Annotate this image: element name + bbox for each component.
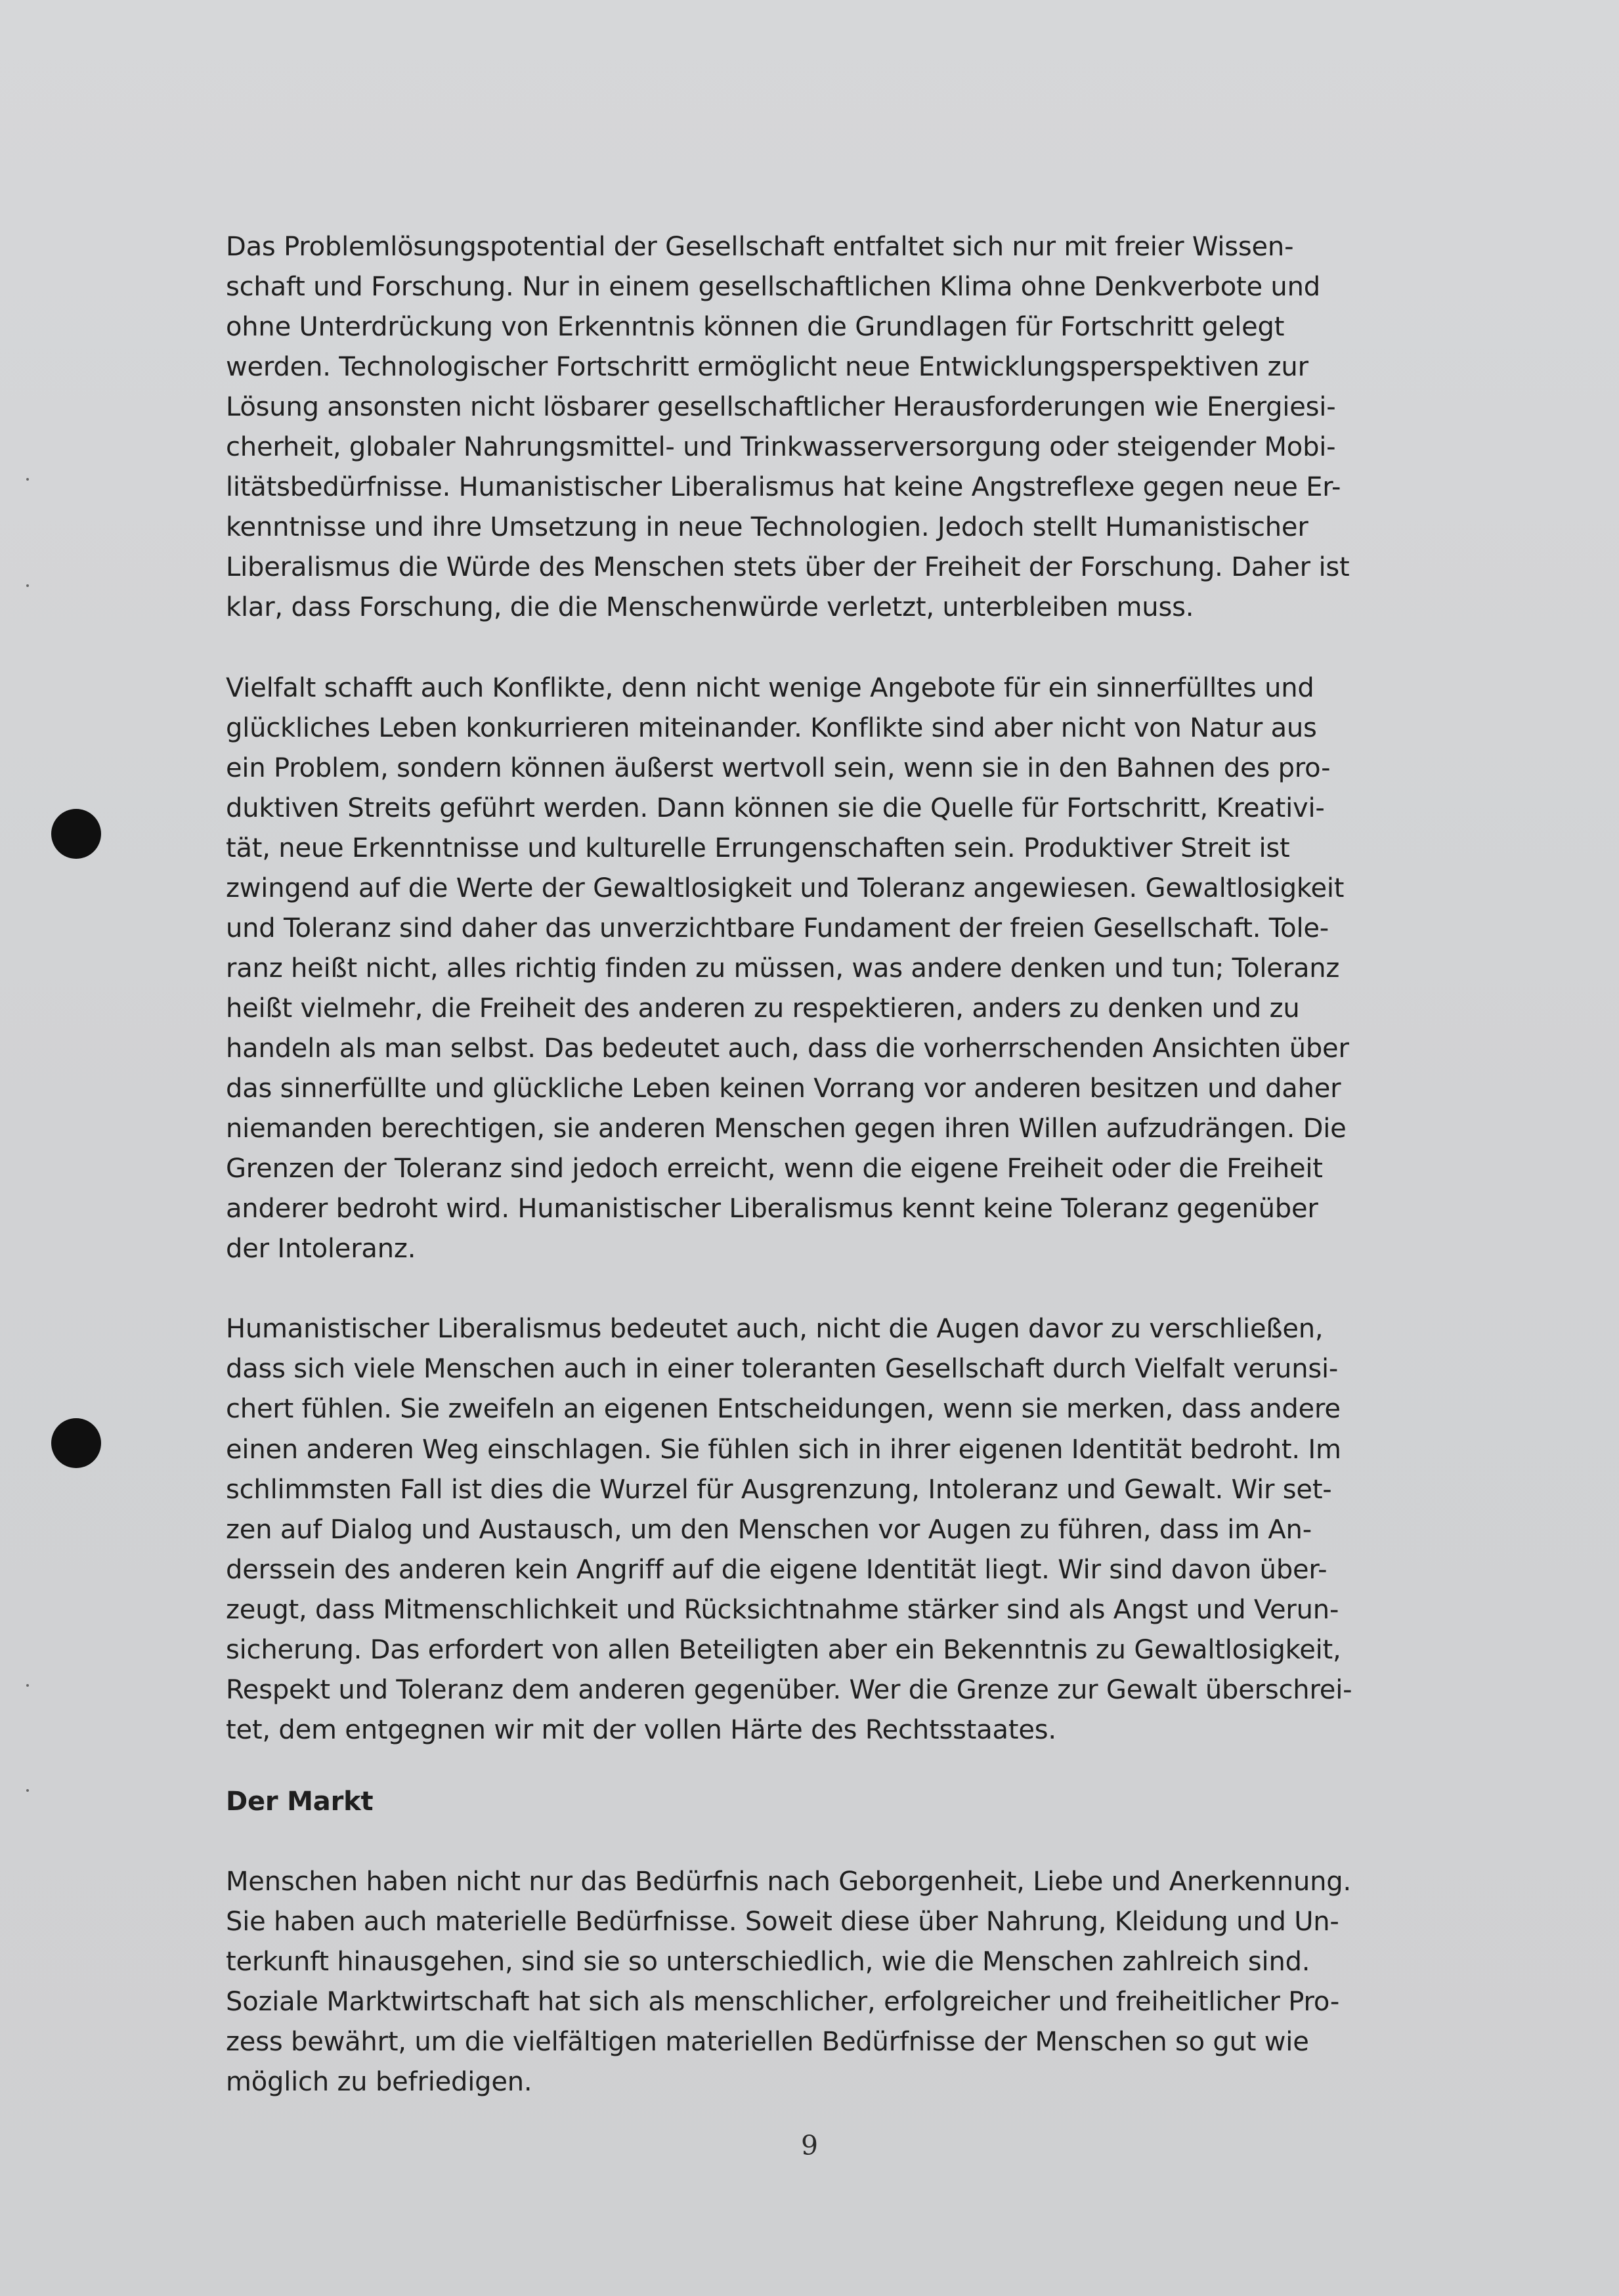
line-text: zen auf Dialog und Austausch, um den Menschen vor Augen zu führen, dass im An-: [226, 1515, 1312, 1545]
paper-speck: [26, 1684, 29, 1687]
line-text: Liberalismus die Würde des Menschen stets über der Freiheit der Forschung. Daher ist: [226, 552, 1350, 582]
line-text: kenntnisse und ihre Umsetzung in neue Technologien. Jedoch stellt Humanistischer: [226, 512, 1308, 542]
line-text: einen anderen Weg einschlagen. Sie fühlen sich in ihrer eigenen Identität bedroht. Im: [226, 1435, 1341, 1465]
line-text: klar, dass Forschung, die die Menschenwürde verletzt, unterbleiben muss.: [226, 592, 1194, 622]
line-text: Lösung ansonsten nicht lösbarer gesellschaftlicher Herausforderungen wie Energiesi-: [226, 392, 1336, 422]
line-text: heißt vielmehr, die Freiheit des anderen zu respektieren, anders zu denken und zu: [226, 993, 1300, 1024]
line-text: zwingend auf die Werte der Gewaltlosigkeit und Toleranz angewiesen. Gewaltlosigkeit: [226, 873, 1345, 903]
line-text: schlimmsten Fall ist dies die Wurzel für Ausgrenzung, Intoleranz und Gewalt. Wir set-: [226, 1475, 1332, 1505]
line-text: Grenzen der Toleranz sind jedoch erreicht, wenn die eigene Freiheit oder die Freiheit: [226, 1154, 1323, 1184]
paper-speck: [26, 1789, 29, 1792]
line-text: Humanistischer Liberalismus bedeutet auch, nicht die Augen davor zu verschließen,: [226, 1314, 1324, 1344]
line-text: Vielfalt schafft auch Konflikte, denn nicht wenige Angebote für ein sinnerfülltes und: [226, 673, 1314, 703]
line-text: handeln als man selbst. Das bedeutet auch, dass die vorherrschenden Ansichten über: [226, 1033, 1349, 1064]
line-text: schaft und Forschung. Nur in einem gesellschaftlichen Klima ohne Denkverbote und: [226, 272, 1320, 302]
punch-hole: [51, 1418, 101, 1468]
line-text: möglich zu befriedigen.: [226, 2067, 532, 2097]
line-text: werden. Technologischer Fortschritt ermöglicht neue Entwicklungsperspektiven zur: [226, 352, 1308, 382]
line-text: ohne Unterdrückung von Erkenntnis können die Grundlagen für Fortschritt gelegt: [226, 312, 1285, 342]
line-text: Menschen haben nicht nur das Bedürfnis nach Geborgenheit, Liebe und Anerkennung.: [226, 1867, 1351, 1897]
line-text: cherheit, globaler Nahrungsmittel- und Trinkwasserversorgung oder steigender Mobi-: [226, 432, 1336, 462]
line-text: litätsbedürfnisse. Humanistischer Liberalismus hat keine Angstreflexe gegen neue Er-: [226, 472, 1341, 502]
line-text: dass sich viele Menschen auch in einer toleranten Gesellschaft durch Vielfalt verunsi-: [226, 1354, 1339, 1384]
line-text: das sinnerfüllte und glückliche Leben keinen Vorrang vor anderen besitzen und daher: [226, 1073, 1341, 1104]
paper-speck: [26, 584, 29, 587]
line-text: und Toleranz sind daher das unverzichtbare Fundament der freien Gesellschaft. Tole-: [226, 913, 1329, 943]
paper-speck: [26, 478, 29, 481]
line-text: niemanden berechtigen, sie anderen Menschen gegen ihren Willen aufzudrängen. Die: [226, 1114, 1347, 1144]
line-text: tät, neue Erkenntnisse und kulturelle Errungenschaften sein. Produktiver Streit ist: [226, 833, 1290, 863]
line-text: anderer bedroht wird. Humanistischer Liberalismus kennt keine Toleranz gegenüber: [226, 1194, 1318, 1224]
page-number: 9: [800, 2130, 819, 2161]
line-text: zess bewährt, um die vielfältigen materiellen Bedürfnisse der Menschen so gut wie: [226, 2027, 1309, 2057]
line-text: der Intoleranz.: [226, 1234, 416, 1264]
line-text: ein Problem, sondern können äußerst wertvoll sein, wenn sie in den Bahnen des pro-: [226, 753, 1331, 783]
line-text: zeugt, dass Mitmenschlichkeit und Rücksichtnahme stärker sind als Angst und Verun-: [226, 1595, 1339, 1625]
punch-hole: [51, 809, 101, 859]
line-text: chert fühlen. Sie zweifeln an eigenen Entscheidungen, wenn sie merken, dass andere: [226, 1394, 1341, 1424]
line-text: tet, dem entgegnen wir mit der vollen Härte des Rechtsstaates.: [226, 1715, 1056, 1745]
line-text: Respekt und Toleranz dem anderen gegenüber. Wer die Grenze zur Gewalt überschrei-: [226, 1675, 1352, 1705]
section-heading: Der Markt: [226, 1787, 374, 1817]
line-text: Soziale Marktwirtschaft hat sich als menschlicher, erfolgreicher und freiheitlicher Pro-: [226, 1987, 1340, 2017]
line-text: terkunft hinausgehen, sind sie so unterschiedlich, wie die Menschen zahlreich sind.: [226, 1947, 1310, 1977]
line-text: sicherung. Das erfordert von allen Beteiligten aber ein Bekenntnis zu Gewaltlosigkeit,: [226, 1635, 1341, 1665]
line-text: duktiven Streits geführt werden. Dann können sie die Quelle für Fortschritt, Kreativi-: [226, 793, 1325, 823]
line-text: ranz heißt nicht, alles richtig finden zu müssen, was andere denken und tun; Toleranz: [226, 953, 1340, 984]
line-text: Sie haben auch materielle Bedürfnisse. Soweit diese über Nahrung, Kleidung und Un-: [226, 1907, 1339, 1937]
line-text: Das Problemlösungspotential der Gesellschaft entfaltet sich nur mit freier Wissen-: [226, 232, 1294, 262]
line-text: glückliches Leben konkurrieren miteinander. Konflikte sind aber nicht von Natur aus: [226, 713, 1317, 743]
line-text: derssein des anderen kein Angriff auf die eigene Identität liegt. Wir sind davon über-: [226, 1555, 1328, 1585]
